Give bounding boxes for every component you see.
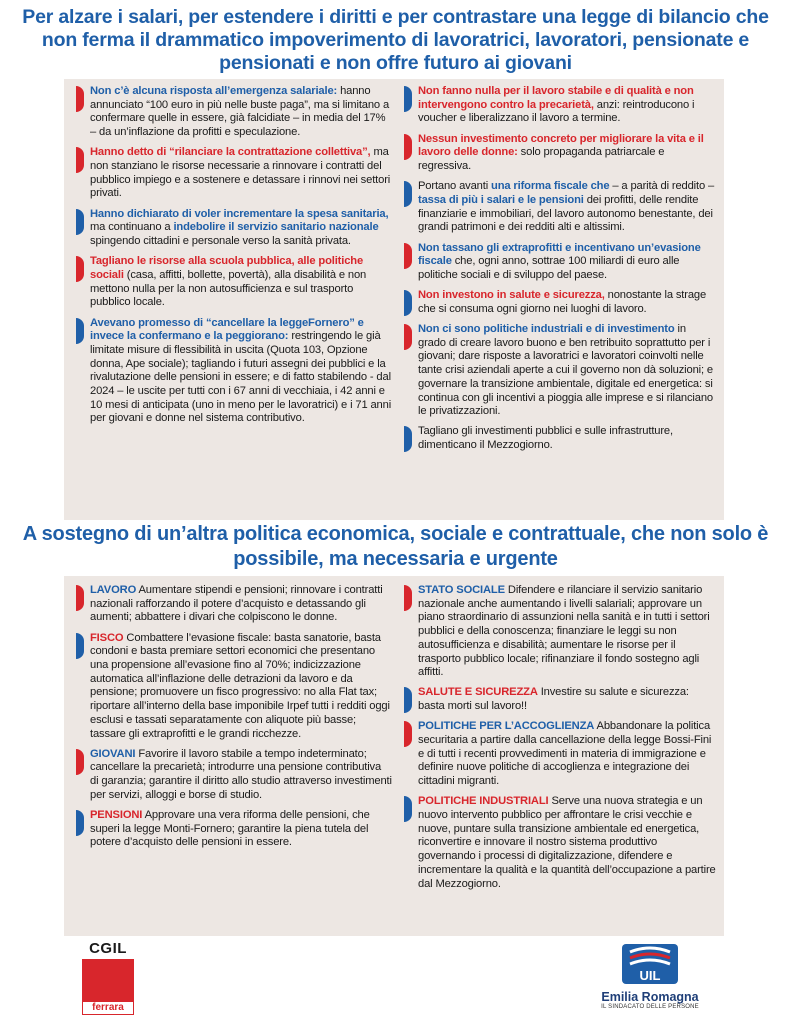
- item-text: in grado di creare lavoro buono e ben retribuito soprattutto per i giovani; dare risposte a lavoratrici e lavoratori coinvolti nelle tante crisi aziendali aperte a cui il governo non dà soluzioni; e governare la transizione ambientale, digitale ed energetica: si continua con gli incentivi a pioggia alle imprese e si rilanciano le privatizzazioni.: [418, 323, 713, 418]
- list-item: [404, 686, 716, 713]
- uil-mark-icon: [620, 940, 680, 988]
- item-text: solo propaganda patriarcale e regressiva.: [418, 146, 665, 173]
- item-lead: Nessun investimento concreto per migliorare la vita e il lavoro delle donne:: [418, 132, 704, 159]
- item-text-2: spingendo cittadini e personale verso la sanità privata.: [90, 235, 351, 248]
- list-item: [76, 85, 392, 140]
- list-item: [404, 795, 716, 891]
- red-bullet-icon: [404, 243, 412, 269]
- item-text: Combattere l’evasione fiscale: basta sanatorie, basta condoni e basta premiare settori economici che presentano una propensione all’evasione fino al 70%; indicizzazione automatica all’inflazione delle detrazioni da lavoro e da pensione; promuovere un fisco progressivo: no alla Flat tax; riportare all’interno della base imponibile Irpef tutti i redditi oggi esclusi e tassati separatamente con aliquote più basse; tassare gli extraprofitti e le grandi ricchezze.: [90, 631, 390, 740]
- list-item: [404, 289, 716, 316]
- list-item: [76, 255, 392, 310]
- item-lead: Tagliano le risorse alla scuola pubblica, alle politiche sociali: [90, 255, 364, 281]
- item-tag: PENSIONI: [90, 809, 143, 822]
- red-bullet-icon: [404, 324, 412, 350]
- item-tag: LAVORO: [90, 584, 137, 596]
- item-text: – a parità di reddito –: [609, 180, 715, 193]
- blue-bullet-icon: [404, 181, 412, 207]
- item-text: restringendo le già limitate misure di flessibilità in uscita (Quota 103, Opzione donna, Ape sociale); tagliando i futuri assegni dei pubblici e la rivalutazione delle pensioni in essere; e di fatto stabilendo - dal 2024 – le uscite per tutti con i 67 anni di vecchiaia, i 42 anni e 10 mesi di anticipata (uno in meno per le lavoratrici) e i 71 anni per giovani e donne nel sistema contributivo.: [90, 330, 392, 425]
- list-item: [404, 180, 716, 235]
- blue-bullet-icon: [404, 290, 412, 316]
- item-lead: Non tassano gli extraprofitti e incentivano un’evasione fiscale: [418, 241, 701, 268]
- list-item: [404, 720, 716, 789]
- headline-top: Per alzare i salari, per estendere i diritti e per contrastare una legge di bilancio che non ferma il drammatico impoverimento di lavoratrici, lavoratori, pensionate e pensionati e non offre futuro ai giovani: [22, 6, 769, 74]
- red-bullet-icon: [76, 86, 84, 112]
- cgil-name: CGIL: [89, 940, 127, 957]
- blue-bullet-icon: [76, 633, 84, 659]
- item-lead: Non c’è alcuna risposta all’emergenza salariale:: [90, 85, 338, 97]
- item-tag: FISCO: [90, 631, 124, 644]
- item-lead: Avevano promesso di “cancellare la leggeFornero” e invece la confermano e la peggiorano:: [90, 316, 364, 343]
- cgil-logo: [82, 940, 134, 1018]
- section2-left-column: [76, 584, 392, 857]
- uil-logo: [590, 940, 710, 1020]
- red-bullet-icon: [404, 134, 412, 160]
- item-text-2: dei profitti, delle rendite finanziarie e immobiliari, del lavoro autonomo benestante, dei grandi patrimoni e dei redditi alti e altissimi.: [418, 193, 713, 234]
- list-item: [76, 146, 392, 201]
- blue-bullet-icon: [404, 86, 412, 112]
- cgil-sub: ferrara: [82, 1001, 134, 1015]
- blue-bullet-icon: [404, 687, 412, 713]
- item-text: ma non stanziano le risorse necessarie a rinnovare i contratti del pubblico impiego e a sostenere e detassare i rinnovi nei settori privati.: [90, 146, 391, 200]
- item-text: nonostante la strage che si consuma ogni giorno nei luoghi di lavoro.: [418, 289, 707, 315]
- item-tag: POLITICHE PER L’ACCOGLIENZA: [418, 720, 595, 733]
- uil-region: Emilia Romagna: [601, 990, 699, 1004]
- section1-left-column: [76, 85, 392, 433]
- item-text: Approvare una vera riforma delle pensioni, che superi la legge Monti-Fornero; garantire la piena tutela del potere d’acquisto delle pensioni in essere.: [90, 809, 370, 849]
- list-item: [76, 809, 392, 850]
- blue-bullet-icon: [404, 796, 412, 822]
- uil-tagline: IL SINDACATO DELLE PERSONE: [601, 1004, 699, 1010]
- headline-bottom: A sostegno di un’altra politica economica, sociale e contrattuale, che non solo è possibile, ma necessaria e urgente: [22, 523, 769, 570]
- red-bullet-icon: [404, 585, 412, 611]
- list-item: [76, 317, 392, 427]
- section1-right-column: [404, 85, 716, 459]
- item-pre: Portano avanti: [418, 180, 492, 193]
- item-text: Aumentare stipendi e pensioni; rinnovare i contratti nazionali rafforzando il potere d’acquisto e detassando gli aumenti; abbattere i divari che colpiscono le donne.: [90, 584, 383, 624]
- svg-text:UIL: UIL: [639, 968, 661, 983]
- red-bullet-icon: [76, 585, 84, 611]
- red-bullet-icon: [76, 147, 84, 173]
- item-text: Investire su salute e sicurezza: basta morti sul lavoro!!: [418, 686, 689, 713]
- list-item: [404, 323, 716, 419]
- item-lead: una riforma fiscale che: [491, 180, 610, 193]
- red-bullet-icon: [76, 749, 84, 775]
- item-text: anzi: reintroducono i voucher e liberalizzano il lavoro a termine.: [418, 98, 695, 125]
- red-bullet-icon: [404, 721, 412, 747]
- blue-bullet-icon: [76, 318, 84, 344]
- item-tag: SALUTE E SICUREZZA: [418, 686, 538, 699]
- item-tag: STATO SOCIALE: [418, 584, 505, 596]
- item-text: che, ogni anno, sottrae 100 miliardi di euro alle politiche sociali e di sviluppo del paese.: [418, 255, 680, 281]
- item-lead: Hanno dichiarato di voler incrementare la spesa sanitaria,: [90, 207, 389, 220]
- item-lead-2: tassa di più i salari e le pensioni: [418, 193, 584, 206]
- list-item: [404, 584, 716, 680]
- section2-right-column: [404, 584, 716, 898]
- item-text: Difendere e rilanciare il servizio sanitario nazionale anche aumentando i livelli salariali; approvare un piano straordinario di assunzioni nella sanità e in tutti i settori pubblici e della conoscenza; finanziare le leggi su non autosufficienza e disabilità; aumentare le risorse per il trasporto pubblico locale; rifinanziare il fondo sostegno agli affitti.: [418, 584, 710, 679]
- list-item: [76, 632, 392, 742]
- list-item: [76, 748, 392, 803]
- item-lead: Non ci sono politiche industriali e di investimento: [418, 323, 675, 336]
- list-item: [404, 133, 716, 174]
- item-tag: POLITICHE INDUSTRIALI: [418, 795, 549, 808]
- item-text: hanno annunciato “100 euro in più nelle buste paga”, ma si limitano a confermare quelle in essere, già falcidiate – in media del 17% – da un’inflazione da profitti e speculazione.: [90, 85, 390, 139]
- item-text: ma continuano a: [90, 221, 174, 234]
- item-tag: GIOVANI: [90, 747, 136, 760]
- list-item: [76, 584, 392, 625]
- list-item: [76, 208, 392, 249]
- item-text: Tagliano gli investimenti pubblici e sulle infrastrutture, dimenticano il Mezzogiorno.: [418, 425, 673, 452]
- red-bullet-icon: [76, 256, 84, 282]
- item-text: Favorire il lavoro stabile a tempo indeterminato; cancellare la precarietà; introdurre una pensione contributiva di garanzia; garantire il diritto allo studio attraverso investimenti per servizi, alloggi e borse di studio.: [90, 747, 392, 801]
- item-lead: Non investono in salute e sicurezza,: [418, 289, 605, 302]
- blue-bullet-icon: [76, 810, 84, 836]
- item-text: Serve una nuova strategia e un nuovo intervento pubblico per affrontare le crisi vecchie e nuove, puntare sulla transizione ambientale ed energetica, riconvertire e innovare il nostro sistema produttivo governando i processi di digitalizzazione, difendere e incrementare la qualità e la quantità dell’occupazione a partire dal Mezzogiorno.: [418, 795, 716, 890]
- blue-bullet-icon: [76, 209, 84, 235]
- item-lead: Non fanno nulla per il lavoro stabile e di qualità e non intervengono contro la precarietà,: [418, 85, 694, 111]
- cgil-red-block: [82, 959, 134, 1015]
- blue-bullet-icon: [404, 426, 412, 452]
- item-text: (casa, affitti, bollette, povertà), alla disabilità e non mettono nulla per la non autosufficienza e sul trasporto pubblico locale.: [90, 268, 367, 309]
- list-item: [404, 85, 716, 126]
- item-lead-2: indebolire il servizio sanitario nazionale: [173, 221, 379, 234]
- list-item: [404, 425, 716, 452]
- item-lead: Hanno detto di “rilanciare la contrattazione collettiva”,: [90, 146, 371, 159]
- list-item: [404, 242, 716, 283]
- item-text: Abbandonare la politica securitaria a partire dalla cancellazione della legge Bossi-Fini e di tutti i recenti provvedimenti in materia di immigrazione e definire nuove politiche di accoglienza e integrazione dei cittadini migranti.: [418, 720, 712, 788]
